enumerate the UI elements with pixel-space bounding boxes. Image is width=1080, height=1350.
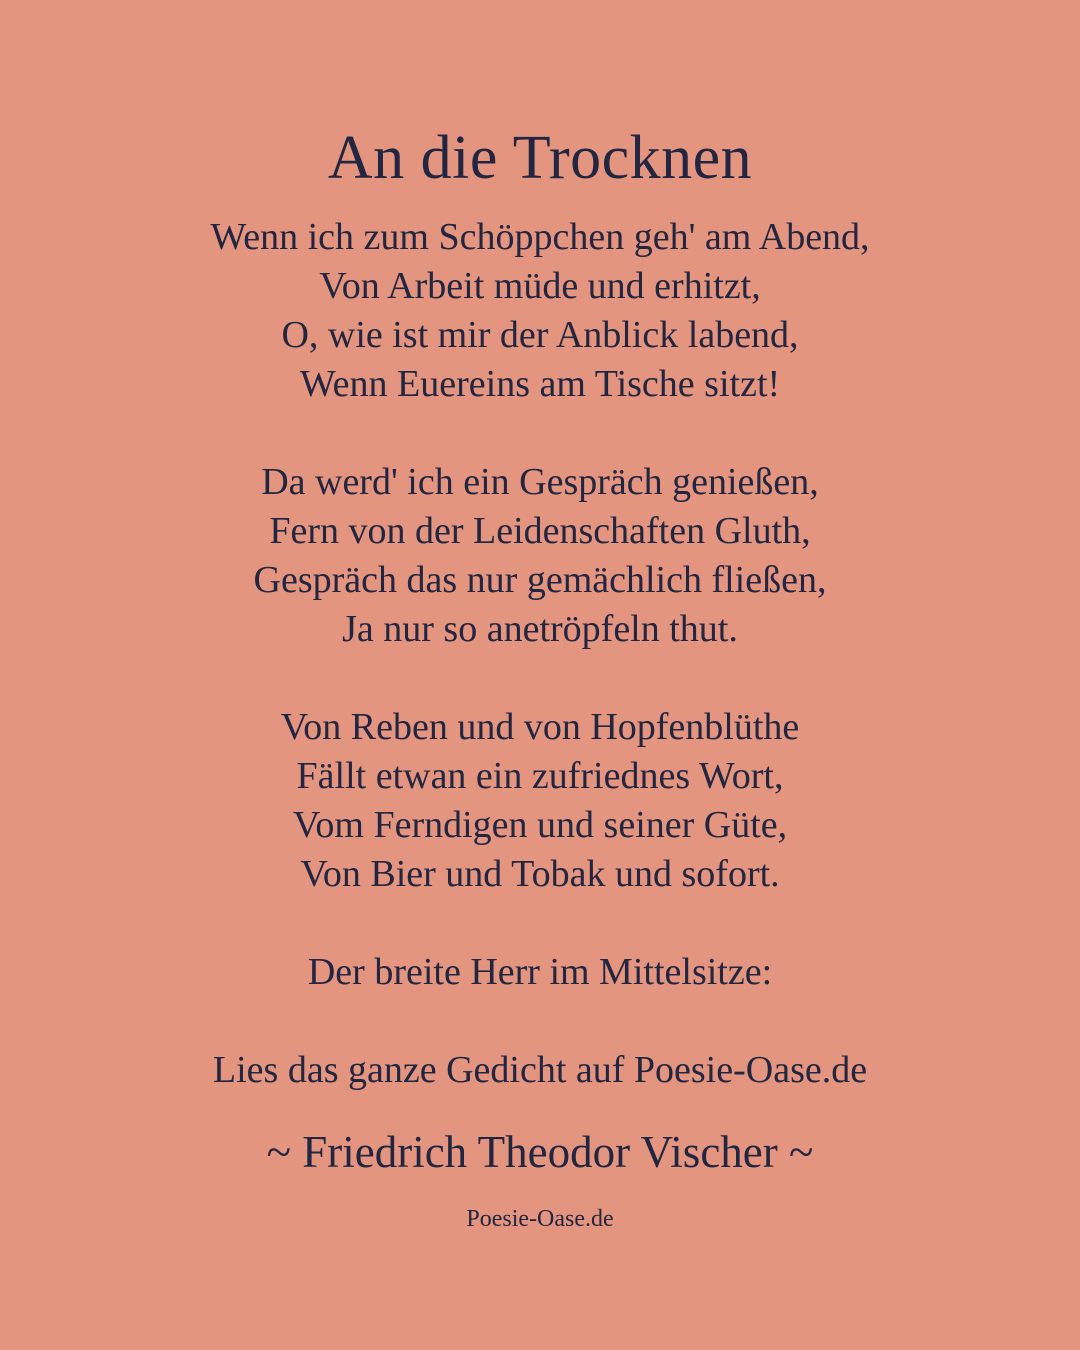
poem-line: Da werd' ich ein Gespräch genießen, [261, 461, 819, 503]
poem-author: ~ Friedrich Theodor Vischer ~ [266, 1127, 814, 1177]
read-more-text: Lies das ganze Gedicht auf Poesie-Oase.de [212, 1049, 868, 1091]
poem-line: Gespräch das nur gemächlich fließen, [253, 559, 827, 601]
poem-line: Wenn ich zum Schöppchen geh' am Abend, [210, 216, 870, 258]
poem-line: Von Reben und von Hopfenblüthe [280, 706, 800, 748]
poem-line: O, wie ist mir der Anblick labend, [281, 314, 799, 356]
poem-line: Wenn Euereins am Tische sitzt! [299, 363, 781, 405]
poem-line: Vom Ferndigen und seiner Güte, [292, 804, 788, 846]
poem-body [0, 213, 1080, 1046]
stanza-2 [0, 458, 1080, 654]
poem-line: Ja nur so anetröpfeln thut. [342, 608, 738, 650]
poem-line: Von Arbeit müde und erhitzt, [319, 265, 761, 307]
poem-title: An die Trocknen [327, 124, 753, 192]
stanza-3 [0, 703, 1080, 899]
poem-line: Fällt etwan ein zufriednes Wort, [296, 755, 784, 797]
poem-line: Der breite Herr im Mittelsitze: [307, 951, 773, 993]
site-watermark: Poesie-Oase.de [466, 1206, 614, 1232]
poem-line: Fern von der Leidenschaften Gluth, [269, 510, 811, 552]
poem-line: Von Bier und Tobak und sofort. [300, 853, 780, 895]
stanza-1 [0, 213, 1080, 409]
stanza-4 [0, 948, 1080, 997]
